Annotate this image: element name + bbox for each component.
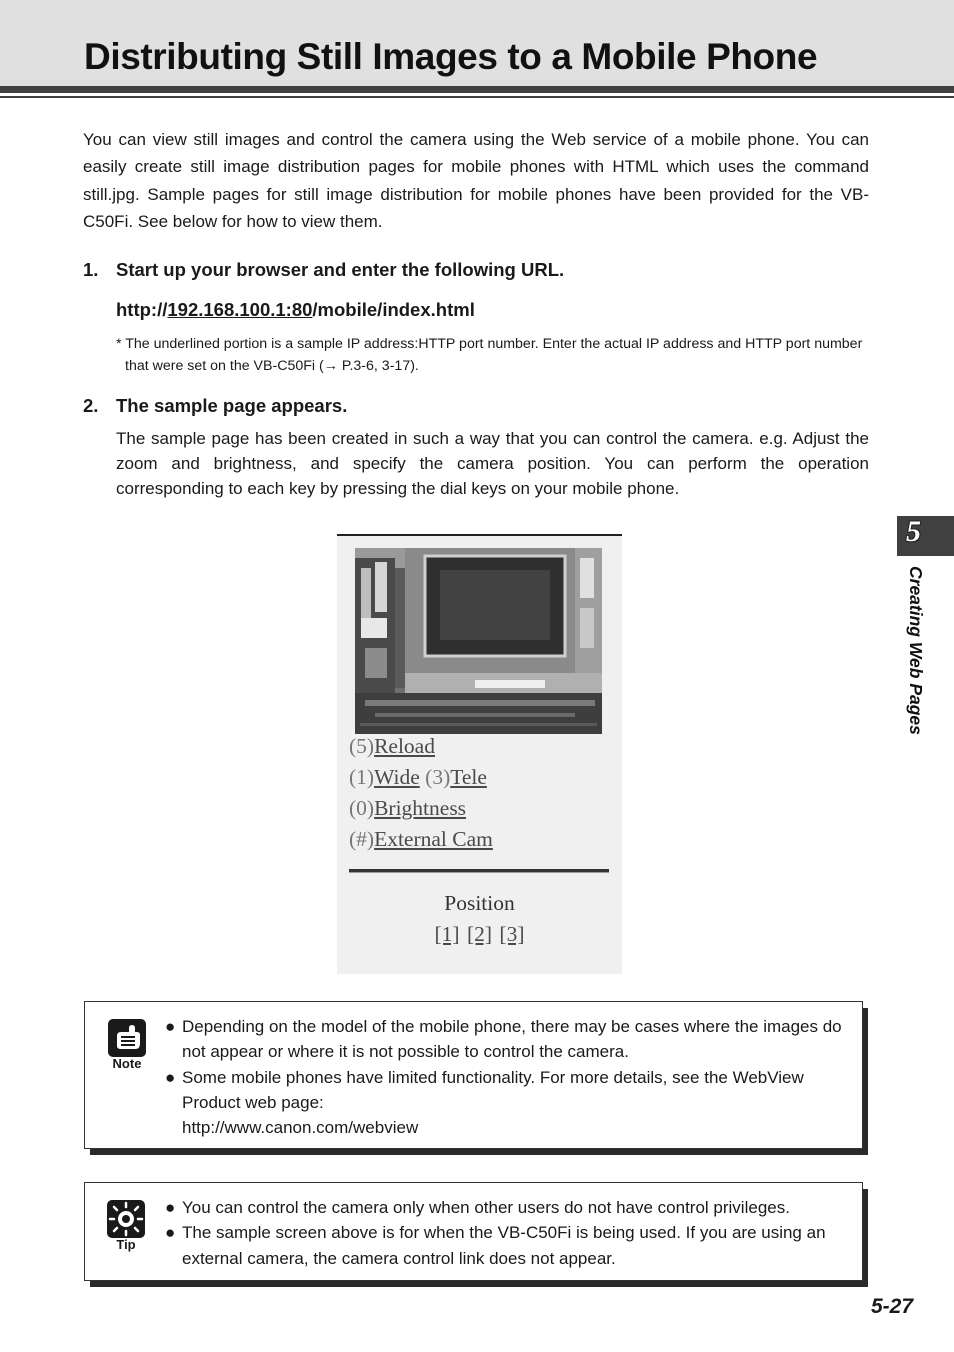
tip-item-1: ● You can control the camera only when other users do not have control privileges. (165, 1195, 849, 1220)
external-cam-link[interactable]: (#)External Cam (349, 827, 493, 851)
intro-paragraph: You can view still images and control the camera using the Web service of a mobile phone. You can easily create still image distribution pages for mobile phones with HTML which uses the command still.jpg. Sample pages for still image distribution for mobile phones have been provided for the VB-C50Fi. See below for how to view them. (83, 130, 869, 231)
step-1-number: 1. (83, 259, 99, 280)
tip-icon (106, 1199, 146, 1239)
step-2-text: The sample page appears. (116, 395, 348, 416)
chapter-label: Creating Web Pages (906, 566, 926, 735)
bullet-icon: ● (165, 1067, 176, 1087)
note-label: Note (112, 1056, 142, 1071)
mobile-screen-sample (337, 534, 622, 974)
bullet-icon: ● (165, 1223, 176, 1243)
url-sample-address: 192.168.100.1:80 (167, 299, 313, 320)
chapter-number: 5 (906, 515, 921, 548)
step-1-heading (83, 259, 564, 281)
note-item-2: ● Some mobile phones have limited functionality. For more details, see the WebView Product web page: http://www.canon.com/webview (165, 1065, 849, 1141)
tip-item-2: ● The sample screen above is for when the VB-C50Fi is being used. If you are using an external camera, the camera control link does not appear. (165, 1220, 849, 1271)
header-thin-rule (0, 96, 954, 98)
position-3-link[interactable]: [3] (499, 922, 525, 946)
phone-divider (349, 869, 609, 873)
step-1-text: Start up your browser and enter the following URL. (116, 259, 565, 280)
zoom-links[interactable]: (1)Wide (3)Tele (349, 765, 487, 789)
note-content (165, 1014, 849, 1140)
brightness-link[interactable]: (0)Brightness (349, 796, 467, 820)
bullet-icon: ● (165, 1198, 176, 1217)
url-prefix: http:// (116, 299, 168, 320)
note-icon (107, 1018, 147, 1058)
camera-image (355, 548, 602, 734)
tele-link[interactable]: Tele (450, 765, 487, 789)
reload-link[interactable]: (5)Reload (349, 734, 435, 758)
tip-content (165, 1195, 849, 1271)
step-2-body: The sample page has been created in such a way that you can control the camera. e.g. Adjust the zoom and brightness, and specify the camera position. You can perform the operation corresponding to each key by pressing the dial keys on your mobile phone. (116, 429, 869, 498)
tip-box (84, 1182, 863, 1281)
note-box (84, 1001, 863, 1149)
url-footnote: * The underlined portion is a sample IP address:HTTP port number. Enter the actual IP address and HTTP port number that were set on the VB-C50Fi (→ P.3-6, 3-17). (116, 336, 863, 374)
webview-url-link[interactable]: http://www.canon.com/webview (182, 1118, 419, 1138)
position-1-link[interactable]: [1] (434, 922, 460, 946)
bullet-icon: ● (165, 1017, 176, 1036)
sample-url[interactable] (116, 299, 475, 321)
url-suffix: /mobile/index.html (312, 299, 475, 320)
page-title: Distributing Still Images to a Mobile Phone (84, 36, 818, 77)
wide-link[interactable]: Wide (374, 765, 420, 789)
step-2-heading (83, 395, 347, 417)
position-links (337, 922, 622, 947)
step-2-number: 2. (83, 395, 99, 416)
header-rule (0, 86, 954, 93)
position-2-link[interactable]: [2] (466, 922, 493, 946)
page-number: 5-27 (871, 1295, 914, 1318)
note-item-1: ● Depending on the model of the mobile phone, there may be cases where the images do not appear or where it is not possible to control the camera. (165, 1014, 849, 1065)
tip-label: Tip (116, 1237, 136, 1252)
position-label: Position (444, 891, 515, 915)
